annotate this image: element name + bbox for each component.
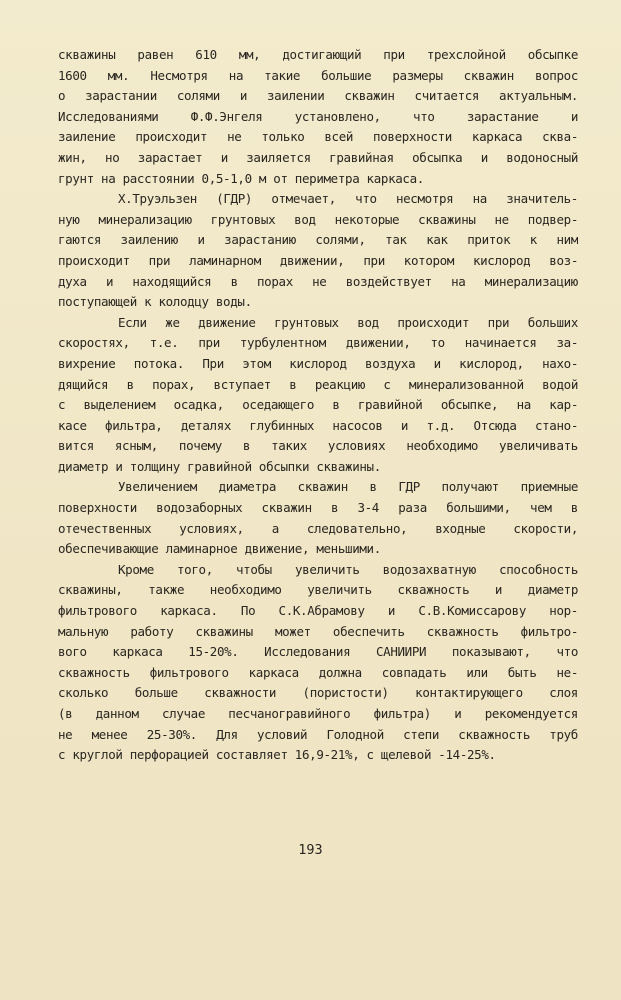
text-line: (в данном случае песчаногравийного фильтра) и рекомендуется — [58, 706, 578, 721]
text-line: вится ясным, почему в таких условиях необходимо увеличивать — [58, 438, 578, 454]
text-line: не менее 25-30%. Для условий Голодной степи скважность труб — [58, 726, 578, 742]
text-line: духа и находящийся в порах не воздействует на минерализацию — [58, 273, 578, 289]
text-line: ную минерализацию грунтовых вод некоторые скважины не подвер- — [58, 211, 578, 227]
text-line: поверхности водозаборных скважин в 3-4 раза большими, чем в — [58, 500, 578, 516]
text-line: гаются заилению и зарастанию солями, так как приток к ним — [58, 232, 578, 248]
text-line: жин, но зарастает и заиляется гравийная обсыпка и водоносный — [58, 149, 578, 165]
text-line: фильтрового каркаса. По С.К.Абрамову и С.В.Комиссарову нор- — [58, 603, 578, 619]
text-line: Х.Труэльзен (ГДР) отмечает, что несмотря на значитель- — [118, 191, 578, 207]
paragraph-4 — [58, 477, 578, 559]
text-line: скважины равен 610 мм, достигающий при трехслойной обсыпке — [58, 47, 578, 62]
text-line: происходит при ламинарном движении, при котором кислород воз- — [58, 252, 578, 268]
text-line: заиление происходит не только всей поверхности каркаса сква- — [58, 129, 578, 145]
text-line: грунт на расстоянии 0,5-1,0 м от периметра каркаса. — [58, 170, 424, 186]
text-line: диаметр и толщину гравийной обсыпки скважины. — [58, 458, 381, 474]
text-line: о зарастании солями и заилении скважин считается актуальным. — [58, 88, 578, 104]
text-line: 1600 мм. Несмотря на такие большие размеры скважин вопрос — [58, 67, 578, 83]
text-line: Если же движение грунтовых вод происходит при больших — [118, 314, 578, 330]
text-line: с выделением осадка, оседающего в гравийной обсыпке, на кар- — [58, 397, 578, 413]
text-line: скважины, также необходимо увеличить скважность и диаметр — [58, 582, 578, 598]
text-line: скважность фильтрового каркаса должна совпадать или быть не- — [58, 664, 578, 680]
text-line: вого каркаса 15-20%. Исследования САНИИРИ показывают, что — [58, 644, 578, 660]
text-line: Исследованиями Ф.Ф.Энгеля установлено, что зарастание и — [58, 108, 578, 124]
text-line: скоростях, т.е. при турбулентном движении, то начинается за- — [58, 335, 578, 351]
text-line: поступающей к колодцу воды. — [58, 294, 252, 310]
paragraph-5 — [58, 560, 578, 766]
text-line: Увеличением диаметра скважин в ГДР получают приемные — [118, 479, 578, 495]
text-line: дящийся в порах, вступает в реакцию с минерализованной водой — [58, 376, 578, 392]
text-line: отечественных условиях, а следовательно, входные скорости, — [58, 520, 578, 536]
text-line: мальную работу скважины может обеспечить скважность фильтро- — [58, 623, 578, 639]
text-line: сколько больше скважности (пористости) контактирующего слоя — [58, 685, 578, 701]
text-line: обеспечивающие ламинарное движение, меньшими. — [58, 541, 381, 557]
paragraph-1 — [58, 45, 578, 189]
page-number: 193 — [298, 842, 323, 858]
text-line: касе фильтра, деталях глубинных насосов и т.д. Отсюда стано- — [58, 417, 578, 433]
text-line: вихрение потока. При этом кислород воздуха и кислород, нахо- — [58, 355, 578, 371]
paragraph-2 — [58, 189, 578, 313]
text-line: с круглой перфорацией составляет 16,9-21%, с щелевой -14-25%. — [58, 747, 496, 763]
paragraph-3 — [58, 313, 578, 478]
text-line: Кроме того, чтобы увеличить водозахватную способность — [118, 561, 578, 577]
body-text — [58, 45, 578, 766]
